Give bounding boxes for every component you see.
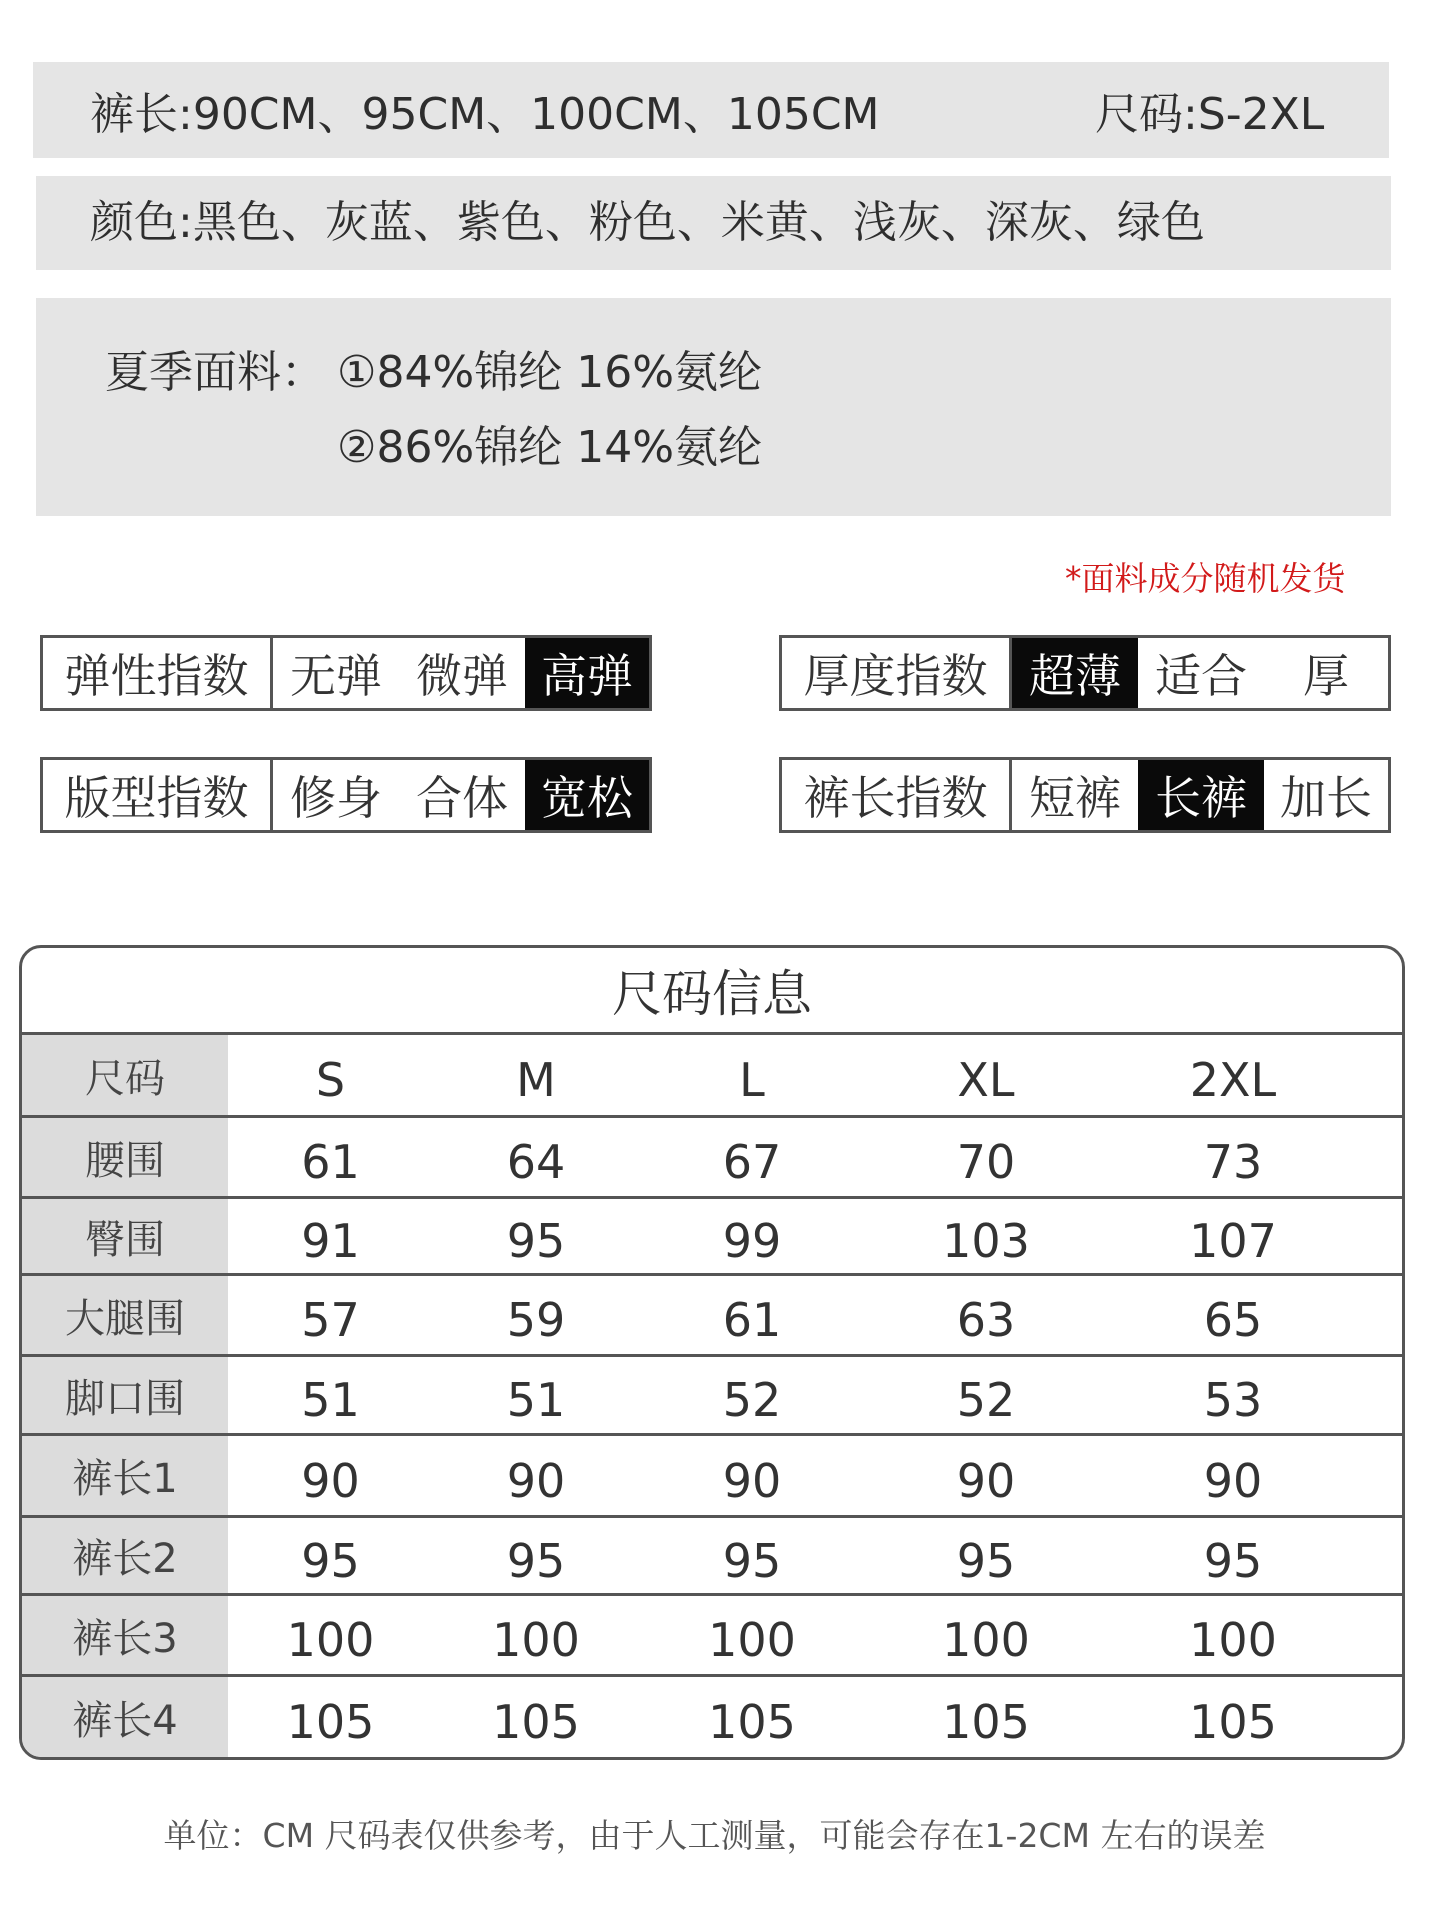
table-cell: 90 (956, 1453, 1016, 1508)
length-option-shorts: 短裤 (1029, 771, 1121, 825)
table-cell: 67 (722, 1135, 782, 1189)
size-table-title: 尺码信息 (22, 948, 1402, 1035)
table-cell: 95 (506, 1214, 566, 1268)
table-cell: 70 (956, 1135, 1016, 1189)
table-cell: 59 (506, 1293, 566, 1347)
thickness-option-ultrathin: 超薄 (1012, 638, 1138, 708)
table-cell: 95 (301, 1533, 360, 1588)
table-cell: 105 (942, 1695, 1030, 1749)
table-cell: 95 (722, 1533, 782, 1588)
size-table-body (22, 1035, 1402, 1757)
fabric-option-2: ②86%锦纶 14%氨纶 (337, 422, 763, 473)
table-cell: 53 (1203, 1373, 1263, 1427)
table-cell: S (315, 1053, 346, 1107)
row-label: 裤长3 (22, 1596, 228, 1674)
table-row (22, 1436, 1402, 1518)
table-row (22, 1276, 1402, 1357)
row-label: 裤长1 (22, 1436, 228, 1515)
table-cell: 51 (506, 1373, 566, 1427)
table-cell: 63 (956, 1293, 1016, 1347)
table-cell: 90 (506, 1453, 566, 1508)
table-cell: 99 (722, 1214, 782, 1268)
row-label: 大腿围 (22, 1276, 228, 1354)
table-cell: 105 (708, 1695, 796, 1749)
table-cell: 100 (708, 1613, 796, 1667)
thickness-index (779, 635, 1391, 711)
table-row (22, 1596, 1402, 1677)
fabric-option-1: ①84%锦纶 16%氨纶 (337, 347, 763, 398)
table-row (22, 1357, 1402, 1436)
table-cell: 95 (506, 1533, 566, 1588)
table-row (22, 1677, 1402, 1757)
fabric-band (36, 298, 1391, 516)
table-cell: 95 (1203, 1533, 1263, 1588)
table-cell: 105 (492, 1695, 580, 1749)
table-cell: 90 (301, 1453, 360, 1508)
length-option-extended: 加长 (1280, 771, 1372, 825)
table-cell: 90 (1203, 1453, 1263, 1508)
table-cell: 100 (942, 1613, 1030, 1667)
table-cell: 105 (1189, 1695, 1277, 1749)
table-cell: 103 (942, 1214, 1030, 1268)
table-row (22, 1518, 1402, 1596)
table-cell: 73 (1203, 1135, 1263, 1189)
elasticity-index (40, 635, 652, 711)
size-header-row (22, 1035, 1402, 1118)
table-cell: 52 (722, 1373, 782, 1427)
table-cell: 2XL (1189, 1053, 1277, 1107)
fabric-note: *面料成分随机发货 (1065, 559, 1346, 598)
row-label: 裤长2 (22, 1518, 228, 1593)
table-cell: 64 (506, 1135, 566, 1189)
table-cell: 107 (1189, 1214, 1277, 1268)
size-table (19, 945, 1405, 1760)
row-label: 裤长4 (22, 1677, 228, 1757)
table-cell: 105 (286, 1695, 375, 1749)
table-cell: 61 (722, 1293, 782, 1347)
table-cell: 61 (301, 1135, 360, 1189)
footer-disclaimer: 单位：CM 尺码表仅供参考，由于人工测量，可能会存在1-2CM 左右的误差 (163, 1816, 1266, 1855)
size-range-text: 尺码:S-2XL (1095, 89, 1325, 140)
table-row (22, 1199, 1402, 1276)
row-label: 脚口围 (22, 1357, 228, 1433)
table-cell: 95 (956, 1533, 1016, 1588)
table-cell: 51 (301, 1373, 360, 1427)
elasticity-option-slight: 微弹 (416, 649, 508, 703)
table-cell: 57 (301, 1293, 360, 1347)
table-cell: L (739, 1053, 765, 1107)
length-options-text: 裤长:90CM、95CM、100CM、105CM (90, 89, 880, 140)
table-cell: XL (957, 1053, 1015, 1107)
fit-index (40, 757, 652, 833)
table-cell: 100 (1189, 1613, 1277, 1667)
thickness-option-moderate: 适合 (1155, 649, 1247, 703)
table-cell: 100 (286, 1613, 375, 1667)
elasticity-option-high: 高弹 (525, 638, 649, 708)
fit-option-regular: 合体 (416, 771, 508, 825)
row-label: 腰围 (22, 1118, 228, 1196)
length-option-long: 长裤 (1138, 760, 1264, 830)
fit-index-label: 版型指数 (43, 760, 273, 830)
color-options-text: 颜色:黑色、灰蓝、紫色、粉色、米黄、浅灰、深灰、绿色 (90, 197, 1205, 248)
fit-option-slim: 修身 (290, 771, 382, 825)
elasticity-option-none: 无弹 (290, 649, 382, 703)
table-cell: 52 (956, 1373, 1016, 1427)
length-index-label: 裤长指数 (782, 760, 1012, 830)
fabric-label: 夏季面料： (105, 347, 325, 398)
table-cell: M (516, 1053, 556, 1107)
table-cell: 90 (722, 1453, 782, 1508)
row-label: 臀围 (22, 1199, 228, 1273)
table-cell: 100 (492, 1613, 580, 1667)
thickness-index-label: 厚度指数 (782, 638, 1012, 708)
table-cell: 91 (301, 1214, 360, 1268)
table-row (22, 1118, 1402, 1199)
row-label: 尺码 (22, 1035, 228, 1115)
length-index (779, 757, 1391, 833)
elasticity-index-label: 弹性指数 (43, 638, 273, 708)
thickness-option-thick: 厚 (1303, 649, 1349, 703)
table-cell: 65 (1203, 1293, 1263, 1347)
fit-option-loose: 宽松 (525, 760, 649, 830)
